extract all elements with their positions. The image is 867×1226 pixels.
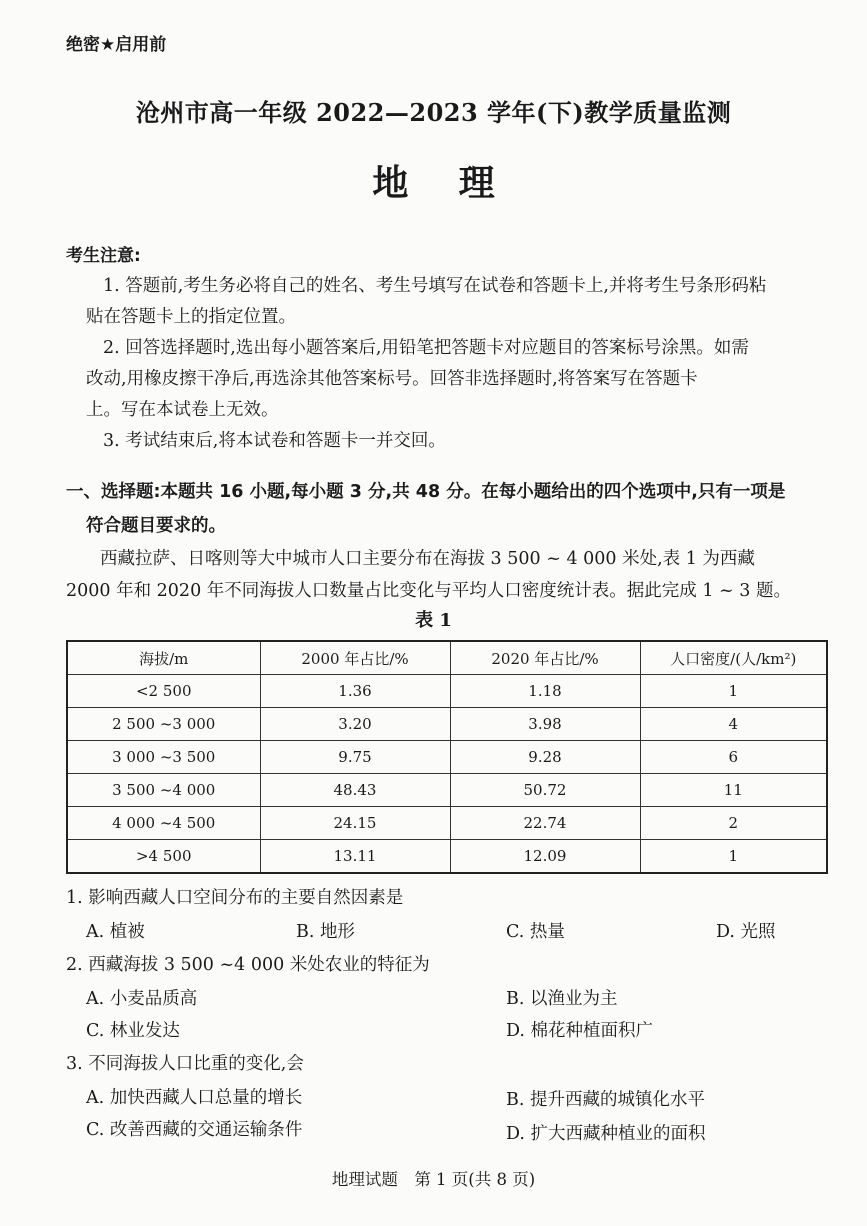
cell-2020: 12.09 [450, 840, 640, 874]
cell-density: 4 [640, 708, 827, 741]
subject-char-1: 地 [372, 162, 409, 204]
notice-heading: 考生注意: [66, 246, 141, 266]
question-1-option-c: C. 热量 [506, 922, 565, 942]
cell-2020: 3.98 [450, 708, 640, 741]
page-footer: 地理试题 第 1 页(共 8 页) [331, 1170, 536, 1189]
question-2-stem: 2. 西藏海拔 3 500 ~4 000 米处农业的特征为 [66, 955, 430, 975]
cell-density: 11 [640, 774, 827, 807]
table-row [67, 774, 827, 807]
cell-2000: 3.20 [260, 708, 450, 741]
cell-density: 6 [640, 741, 827, 774]
subject-char-2: 理 [458, 162, 495, 204]
question-3-option-d: D. 扩大西藏种植业的面积 [506, 1124, 706, 1144]
notice-line-2: 贴在答题卡上的指定位置。 [86, 307, 296, 327]
table-caption: 表 1 [415, 610, 452, 631]
section-heading-line-1: 一、选择题:本题共 16 小题,每小题 3 分,共 48 分。在每小题给出的四个选项中,只有一项是 [66, 482, 786, 502]
cell-2020: 22.74 [450, 807, 640, 840]
question-3-option-b: B. 提升西藏的城镇化水平 [506, 1090, 705, 1110]
table-header-row [67, 641, 827, 675]
cell-2020: 9.28 [450, 741, 640, 774]
question-1-option-d: D. 光照 [716, 922, 776, 942]
header-density: 人口密度/(人/km²) [640, 641, 827, 675]
question-2-option-c: C. 林业发达 [86, 1021, 180, 1041]
notice-line-3: 2. 回答选择题时,选出每小题答案后,用铅笔把答题卡对应题目的答案标号涂黑。如需 [103, 338, 749, 358]
cell-density: 1 [640, 840, 827, 874]
question-1-option-a: A. 植被 [86, 922, 145, 942]
section-heading-line-2: 符合题目要求的。 [86, 516, 226, 536]
table-row [67, 708, 827, 741]
question-2-option-a: A. 小麦品质高 [86, 989, 198, 1009]
subject-title [0, 155, 867, 206]
cell-2000: 48.43 [260, 774, 450, 807]
question-3-option-c: C. 改善西藏的交通运输条件 [86, 1120, 303, 1140]
question-2-option-b: B. 以渔业为主 [506, 989, 618, 1009]
intro-line-2: 2000 年和 2020 年不同海拔人口数量占比变化与平均人口密度统计表。据此完成 1 ~ 3 题。 [66, 581, 791, 601]
cell-2020: 50.72 [450, 774, 640, 807]
question-3-stem: 3. 不同海拔人口比重的变化,会 [66, 1054, 304, 1074]
cell-density: 2 [640, 807, 827, 840]
table-row [67, 675, 827, 708]
cell-2000: 13.11 [260, 840, 450, 874]
cell-density: 1 [640, 675, 827, 708]
table-row [67, 807, 827, 840]
cell-altitude: <2 500 [67, 675, 260, 708]
intro-line-1: 西藏拉萨、日喀则等大中城市人口主要分布在海拔 3 500 ~ 4 000 米处,表 1 为西藏 [100, 549, 755, 569]
population-table [66, 640, 828, 874]
cell-2000: 9.75 [260, 741, 450, 774]
header-altitude: 海拔/m [67, 641, 260, 675]
question-2-option-d: D. 棉花种植面积广 [506, 1021, 654, 1041]
cell-altitude: 3 000 ~3 500 [67, 741, 260, 774]
notice-line-5: 上。写在本试卷上无效。 [86, 400, 279, 420]
exam-title: 沧州市高一年级 2022—2023 学年(下)教学质量监测 [135, 98, 732, 127]
notice-line-6: 3. 考试结束后,将本试卷和答题卡一并交回。 [103, 431, 446, 451]
cell-altitude: 2 500 ~3 000 [67, 708, 260, 741]
question-1-option-b: B. 地形 [296, 922, 355, 942]
table-row [67, 840, 827, 874]
cell-2000: 24.15 [260, 807, 450, 840]
header-2020-share: 2020 年占比/% [450, 641, 640, 675]
header-2000-share: 2000 年占比/% [260, 641, 450, 675]
cell-altitude: 3 500 ~4 000 [67, 774, 260, 807]
cell-altitude: 4 000 ~4 500 [67, 807, 260, 840]
cell-2020: 1.18 [450, 675, 640, 708]
table-row [67, 741, 827, 774]
cell-2000: 1.36 [260, 675, 450, 708]
confidential-label: 绝密★启用前 [66, 35, 167, 55]
question-1-stem: 1. 影响西藏人口空间分布的主要自然因素是 [66, 888, 404, 908]
cell-altitude: >4 500 [67, 840, 260, 874]
notice-line-1: 1. 答题前,考生务必将自己的姓名、考生号填写在试卷和答题卡上,并将考生号条形码粘 [103, 276, 767, 296]
notice-line-4: 改动,用橡皮擦干净后,再选涂其他答案标号。回答非选择题时,将答案写在答题卡 [86, 369, 698, 389]
question-3-option-a: A. 加快西藏人口总量的增长 [86, 1088, 303, 1108]
